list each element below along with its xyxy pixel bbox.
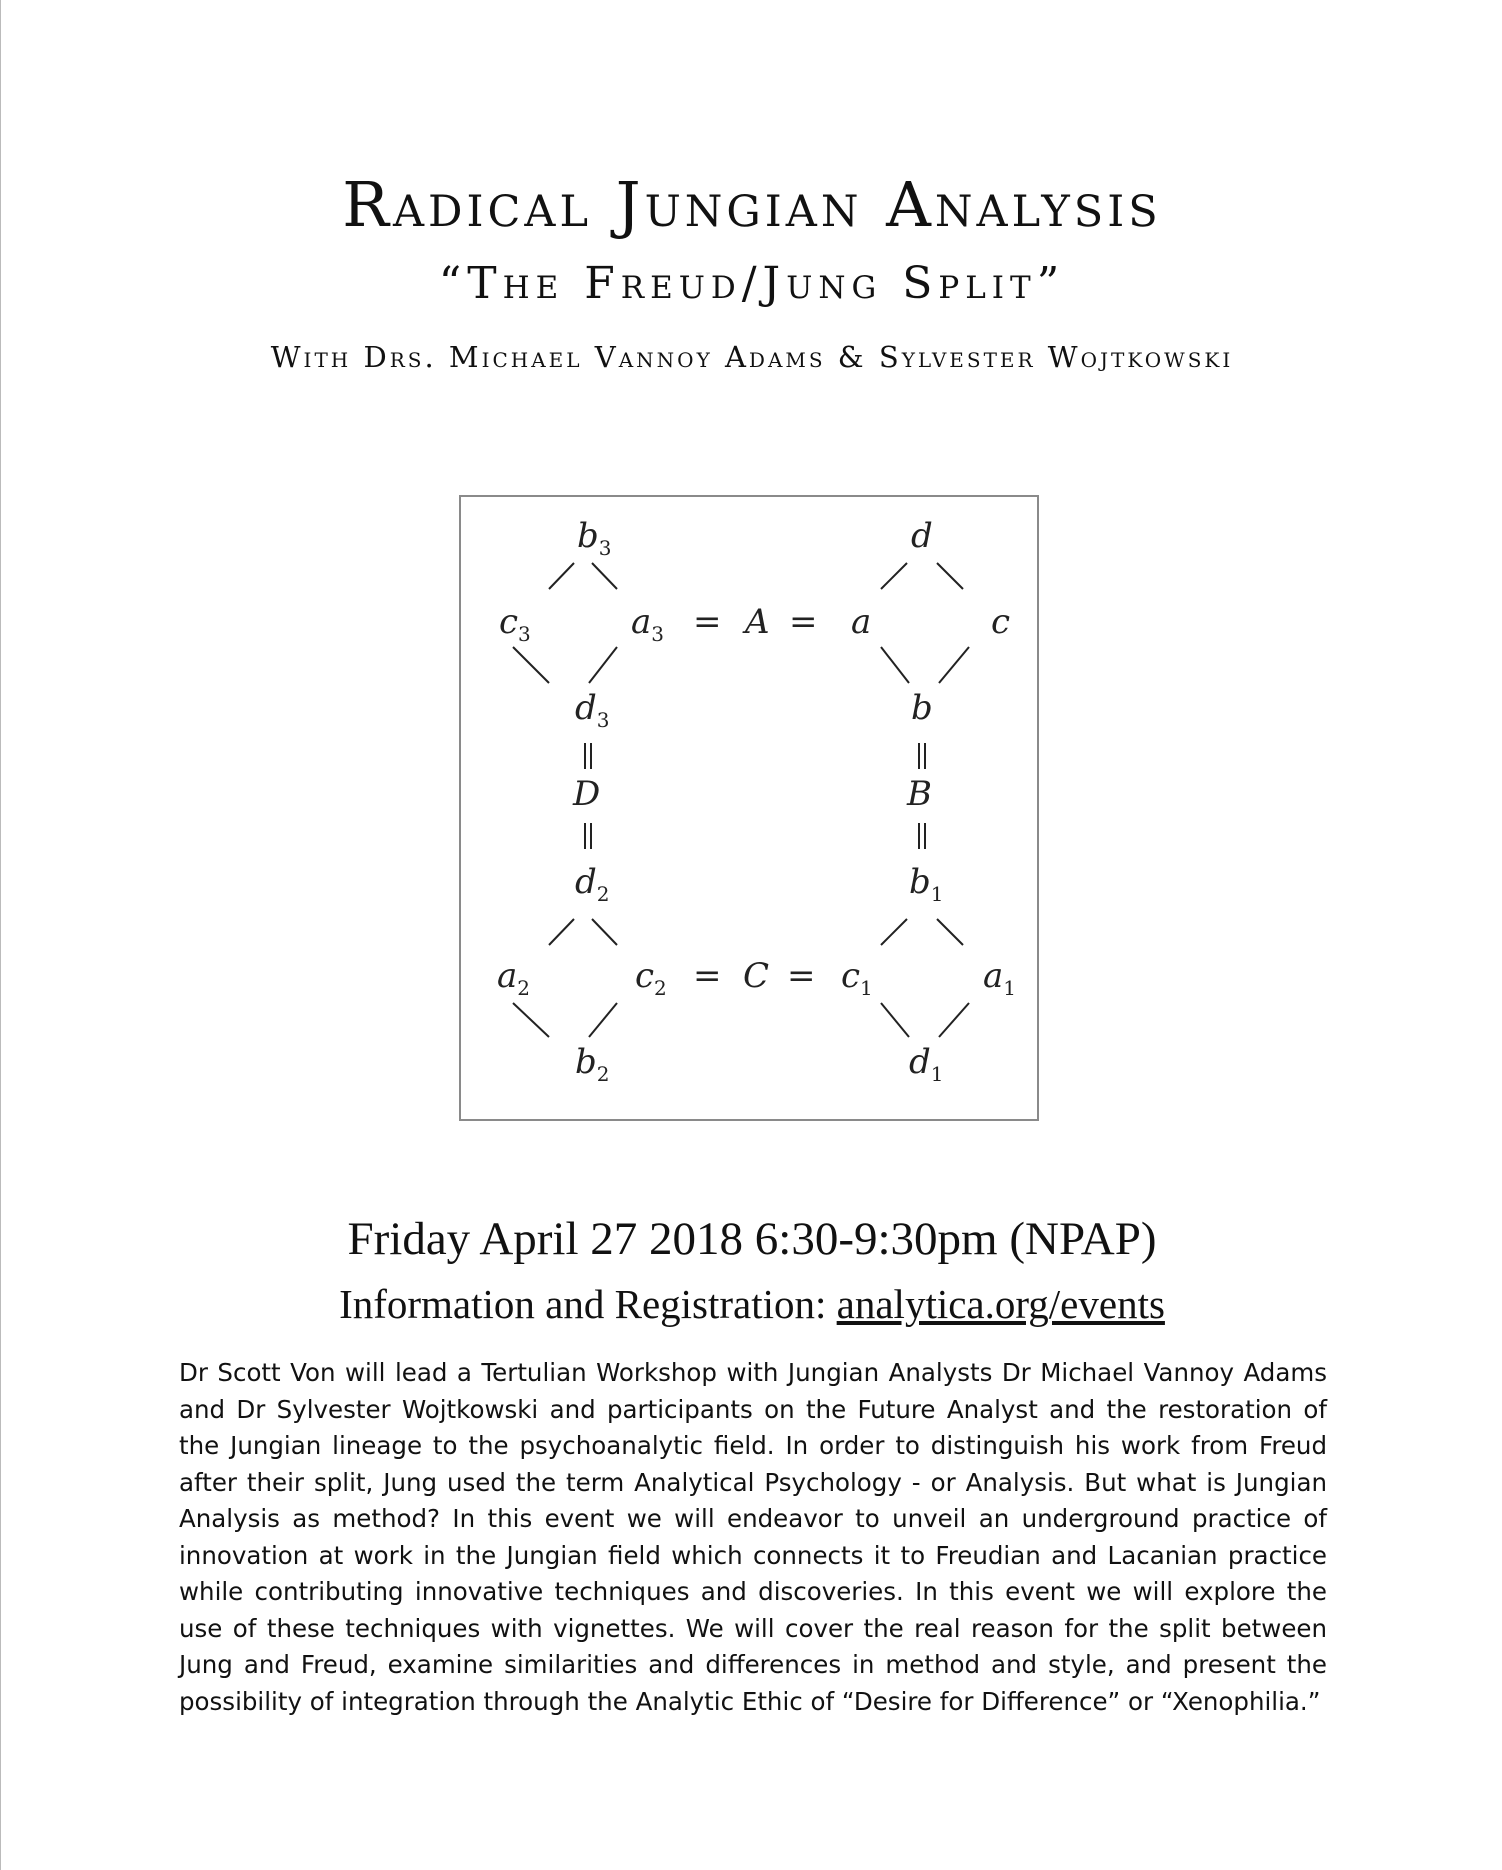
label-a2: $a_2$ xyxy=(497,956,531,1000)
edge xyxy=(881,563,907,589)
equals-sign: = xyxy=(693,602,722,642)
label-D: D xyxy=(573,774,601,814)
registration-info xyxy=(1,1280,1502,1328)
equals-sign: = xyxy=(693,956,722,996)
event-date: Friday April 27 2018 6:30-9:30pm (NPAP) xyxy=(347,1213,1157,1265)
label-C: C xyxy=(743,956,770,996)
edge xyxy=(937,563,963,589)
label-b1: $b_1$ xyxy=(909,862,944,906)
label-B: B xyxy=(907,774,932,814)
edge xyxy=(513,1003,549,1037)
registration-link[interactable]: analytica.org/events xyxy=(836,1281,1165,1327)
flyer-title: Radical Jungian Analysis xyxy=(342,168,1162,241)
label-A: A xyxy=(745,602,770,642)
label-a3: $a_3$ xyxy=(631,602,665,646)
label-b2: $b_2$ xyxy=(575,1042,610,1086)
edge xyxy=(881,647,909,683)
event-description: Dr Scott Von will lead a Tertulian Workshop with Jungian Analysts Dr Michael Vannoy Adams and Dr Sylvester Wojtkowski and participants on the Future Analyst and the restoration of the Jungian lineage to the psychoanalytic field. In order to distinguish his work from Freud after their split, Jung used the term Analytical Psychology - or Analysis. But what is Jungian Analysis as method? In this event we will endeavor to unveil an underground practice of innovation at work in the Jungian field which connects it to Freudian and Lacanian practice while contributing innovative techniques and discoveries. In this event we will explore the use of these techniques with vignettes. We will cover the real reason for the split between Jung and Freud, examine similarities and differences in method and style, and present the possibility of integration through the Analytic Ethic of “Desire for Difference” or “Xenophilia.” xyxy=(179,1358,1327,1716)
presenters-line: With Drs. Michael Vannoy Adams & Sylvester Wojtkowski xyxy=(270,340,1234,374)
edge xyxy=(881,919,907,945)
label-d3: $d_3$ xyxy=(575,688,610,732)
edge xyxy=(939,647,969,683)
label-a: a xyxy=(851,602,872,642)
registration-label: Information and Registration: xyxy=(339,1281,837,1327)
label-b3: $b_3$ xyxy=(577,516,612,560)
equals-sign: = xyxy=(789,602,818,642)
equals-sign: = xyxy=(787,956,816,996)
label-c1: $c_1$ xyxy=(841,956,873,1000)
label-c3: $c_3$ xyxy=(499,602,531,646)
label-c: c xyxy=(991,602,1011,642)
edge xyxy=(589,1003,617,1037)
edge xyxy=(937,919,963,945)
edge xyxy=(589,647,617,683)
edge xyxy=(513,647,549,683)
label-c2: $c_2$ xyxy=(635,956,667,1000)
quaternio-diagram xyxy=(459,495,1039,1121)
edge xyxy=(881,1003,909,1037)
label-d: d xyxy=(911,516,933,556)
label-d2: $d_2$ xyxy=(575,862,610,906)
edge xyxy=(939,1003,969,1037)
diagram-svg xyxy=(461,497,1037,1119)
label-d1: $d_1$ xyxy=(909,1042,944,1086)
edge xyxy=(549,919,574,945)
label-b: b xyxy=(911,688,933,728)
label-a1: $a_1$ xyxy=(983,956,1017,1000)
edge xyxy=(592,919,617,945)
edge xyxy=(549,563,574,589)
edge xyxy=(592,563,617,589)
flyer-subtitle: “The Freud/Jung Split” xyxy=(438,258,1066,309)
